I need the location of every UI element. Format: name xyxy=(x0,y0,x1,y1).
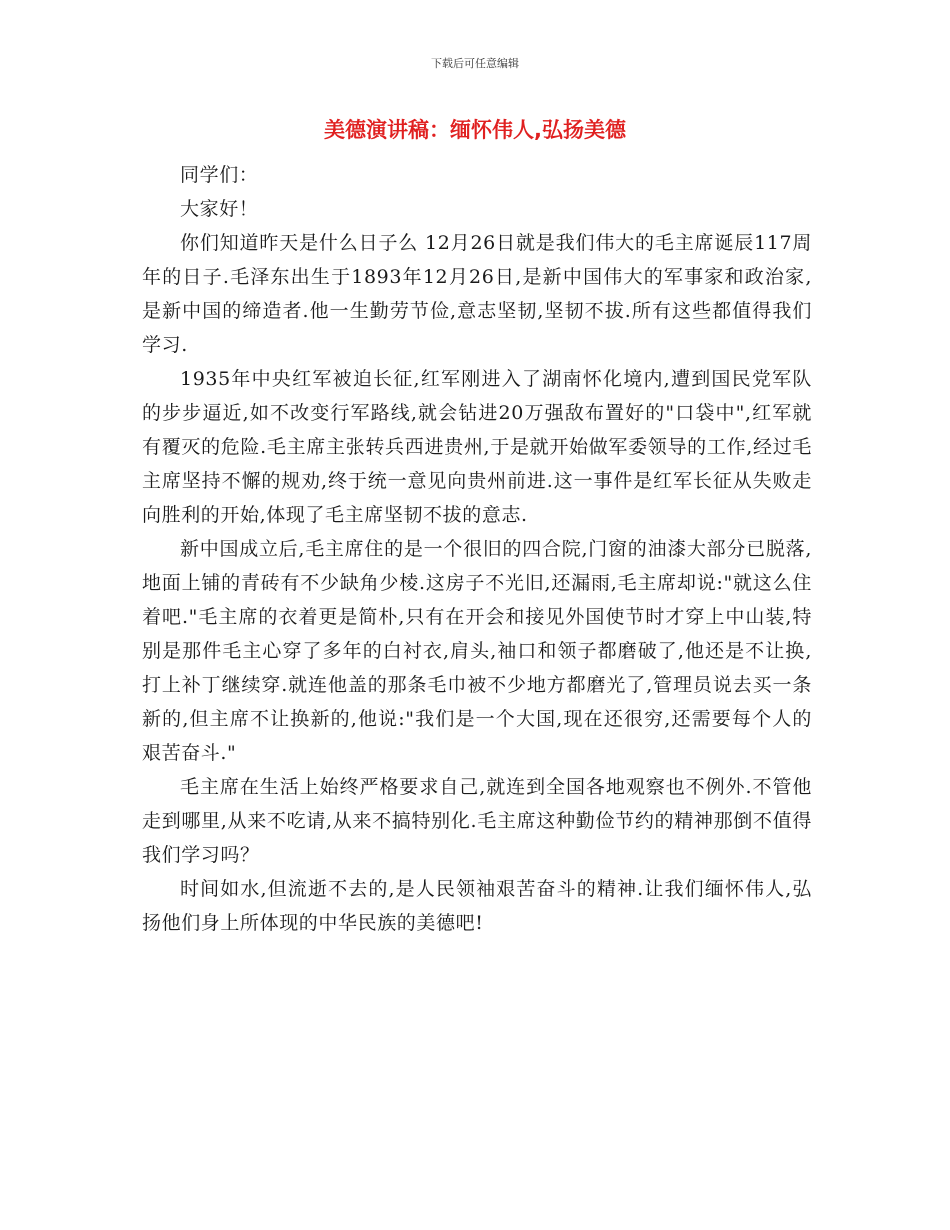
salutation-paragraph: 大家好！ xyxy=(180,198,259,220)
body-paragraph: 毛主席在生活上始终严格要求自己,就连到全国各地观察也不例外.不管他走到哪里,从来不吃请,从来不搞特别化.毛主席这种勤俭节约的精神那倒不值得我们学习吗？ xyxy=(142,776,812,866)
closing-paragraph: 时间如水,但流逝不去的,是人民领袖艰苦奋斗的精神.让我们缅怀伟人,弘扬他们身上所体现的中华民族的美德吧! xyxy=(142,878,812,934)
body-paragraph: 你们知道昨天是什么日子么 12月26日就是我们伟大的毛主席诞辰117周年的日子.毛泽东出生于1893年12月26日,是新中国伟大的军事家和政治家,是新中国的缔造者.他一生勤劳节俭,意志坚韧,坚韧不拔.所有这些都值得我们学习. xyxy=(142,232,812,356)
greeting-paragraph: 同学们： xyxy=(180,164,259,186)
document-title: 美德演讲稿：缅怀伟人,弘扬美德 xyxy=(324,118,626,142)
document-body xyxy=(142,158,812,940)
body-paragraph: 新中国成立后,毛主席住的是一个很旧的四合院,门窗的油漆大部分已脱落,地面上铺的青砖有不少缺角少棱.这房子不光旧,还漏雨,毛主席却说:"就这么住着吧."毛主席的衣着更是简朴,只有在开会和接见外国使节时才穿上中山装,特别是那件毛主心穿了多年的白衬衣,肩头,袖口和领子都磨破了,他还是不让换,打上补丁继续穿.就连他盖的那条毛巾被不少地方都磨光了,管理员说去买一条新的,但主席不让换新的,他说:"我们是一个大国,现在还很穷,还需要每个人的艰苦奋斗." xyxy=(142,538,812,764)
body-paragraph: 1935年中央红军被迫长征,红军刚进入了湖南怀化境内,遭到国民党军队的步步逼近,如不改变行军路线,就会钻进20万强敌布置好的"口袋中",红军就有覆灭的危险.毛主席主张转兵西进贵州,于是就开始做军委领导的工作,经过毛主席坚持不懈的规劝,终于统一意见向贵州前进.这一事件是红军长征从失败走向胜利的开始,体现了毛主席坚韧不拔的意志. xyxy=(142,368,812,526)
header-note: 下载后可任意编辑 xyxy=(431,57,519,70)
